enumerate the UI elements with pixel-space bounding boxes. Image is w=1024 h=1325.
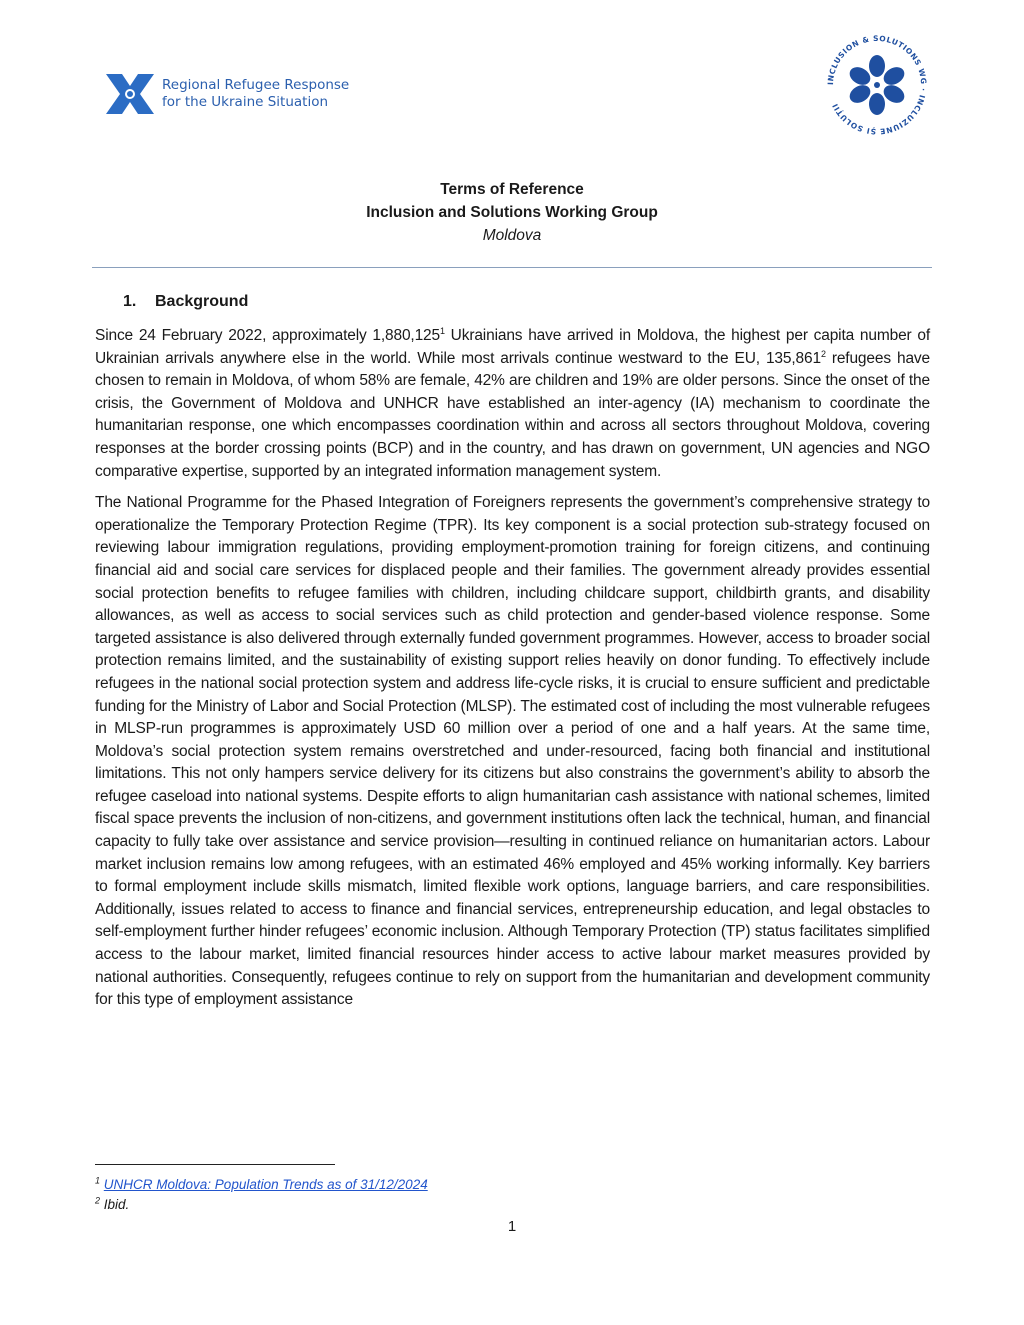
title-line-1: Terms of Reference [440,181,584,198]
regional-refugee-response-logo [102,66,349,122]
title-divider [92,267,932,268]
body-text [95,325,930,1021]
document-title-block [92,178,932,247]
footnote-1 [95,1175,428,1195]
footnote-1-number: 1 [95,1175,101,1186]
footnote-ref-1[interactable]: 1 [440,325,445,336]
section-title: Background [155,293,249,310]
logo-line-1: Regional Refugee Response [162,77,350,93]
section-heading-background [123,293,248,311]
refugee-response-emblem-icon [102,66,158,122]
logo-ring-text: INCLUSION & SOLUTIONS WG · INCLUZIUNE ȘI SOLUȚII [825,33,929,137]
section-number: 1. [123,293,137,310]
page-number: 1 [507,1218,517,1235]
footnote-2 [95,1195,428,1215]
paragraph-1-text-c: refugees have chosen to remain in Moldova, of whom 58% are female, 42% are children and 19% are older persons. Since the onset of the crisis, the Government of Moldova and UNHCR have established an inter-agency (IA) mechanism to coordinate the humanitarian response, one which encompasses coordination within and across all sectors throughout Moldova, covering responses at the border crossing points (BCP) and in the country, and has drawn on government, UN agencies and NGO comparative expertise, supported by an integrated information management system. [95,349,930,480]
footnote-2-text: Ibid. [103,1197,130,1212]
footnote-1-link[interactable]: UNHCR Moldova: Population Trends as of 31/12/2024 [103,1177,428,1192]
footnote-2-number: 2 [95,1195,101,1206]
paragraph-1 [95,325,930,483]
footnotes [95,1175,428,1215]
title-subtitle: Moldova [482,227,542,244]
inclusion-solutions-wg-logo [822,30,932,140]
footnote-divider [95,1164,335,1165]
logo-line-2: for the Ukraine Situation [162,94,329,110]
footnote-ref-2[interactable]: 2 [820,348,826,359]
paragraph-1-text-b: Ukrainians have arrived in Moldova, the highest per capita number of Ukrainian arrivals anywhere else in the world. While most arrivals continue westward to the EU, 135,861 [95,327,930,367]
paragraph-2: The National Programme for the Phased Integration of Foreigners represents the government’s comprehensive strategy to operationalize the Temporary Protection Regime (TPR). Its key component is a social protection sub-strategy focused on reviewing labour immigration regulations, providing employment-promotion training for foreign citizens, and continuing financial aid and social care services for displaced people and their families. The government already provides essential social protection benefits to refugee families with children, including childcare support, childbirth grants, and disability allowances, as well as access to social services such as child protection and gender-based violence response. Some targeted assistance is also delivered through externally funded government programmes. However, access to broader social protection remains limited, and the sustainability of existing support relies heavily on donor funding. To effectively include refugees in the national social protection system and address life-cycle risks, it is crucial to ensure sufficient and predictable funding for the Ministry of Labor and Social Protection (MLSP). The estimated cost of including the most vulnerable refugees in MLSP-run programmes is approximately USD 60 million over a period of one and a half years. At the same time, Moldova’s social protection system remains overstretched and under-resourced, facing both financial and institutional limitations. This not only hampers service delivery for its citizens but also constrains the government’s ability to absorb the refugee caseload into national systems. Despite efforts to align humanitarian cash assistance with national schemes, limited fiscal space prevents the inclusion of non-citizens, and government institutions often lack the technical, human, and financial capacity to fully take over assistance and service provision—resulting in continued reliance on humanitarian actors. Labour market inclusion remains low among refugees, with an estimated 46% employed and 45% working informally. Key barriers to formal employment include skills mismatch, limited flexible work options, language barriers, and care responsibilities. Additionally, issues related to access to finance and financial services, entrepreneurship education, and legal obstacles to self-employment further hinder refugees’ economic inclusion. Although Temporary Protection (TP) status facilitates simplified access to the labour market, limited financial resources hinder access to active labour market measures provided by national authorities. Consequently, refugees continue to rely on support from the humanitarian and development community for this type of employment assistance [95,494,930,1009]
title-line-2: Inclusion and Solutions Working Group [366,204,658,221]
paragraph-1-text-a: Since 24 February 2022, approximately 1,880,125 [95,327,441,344]
